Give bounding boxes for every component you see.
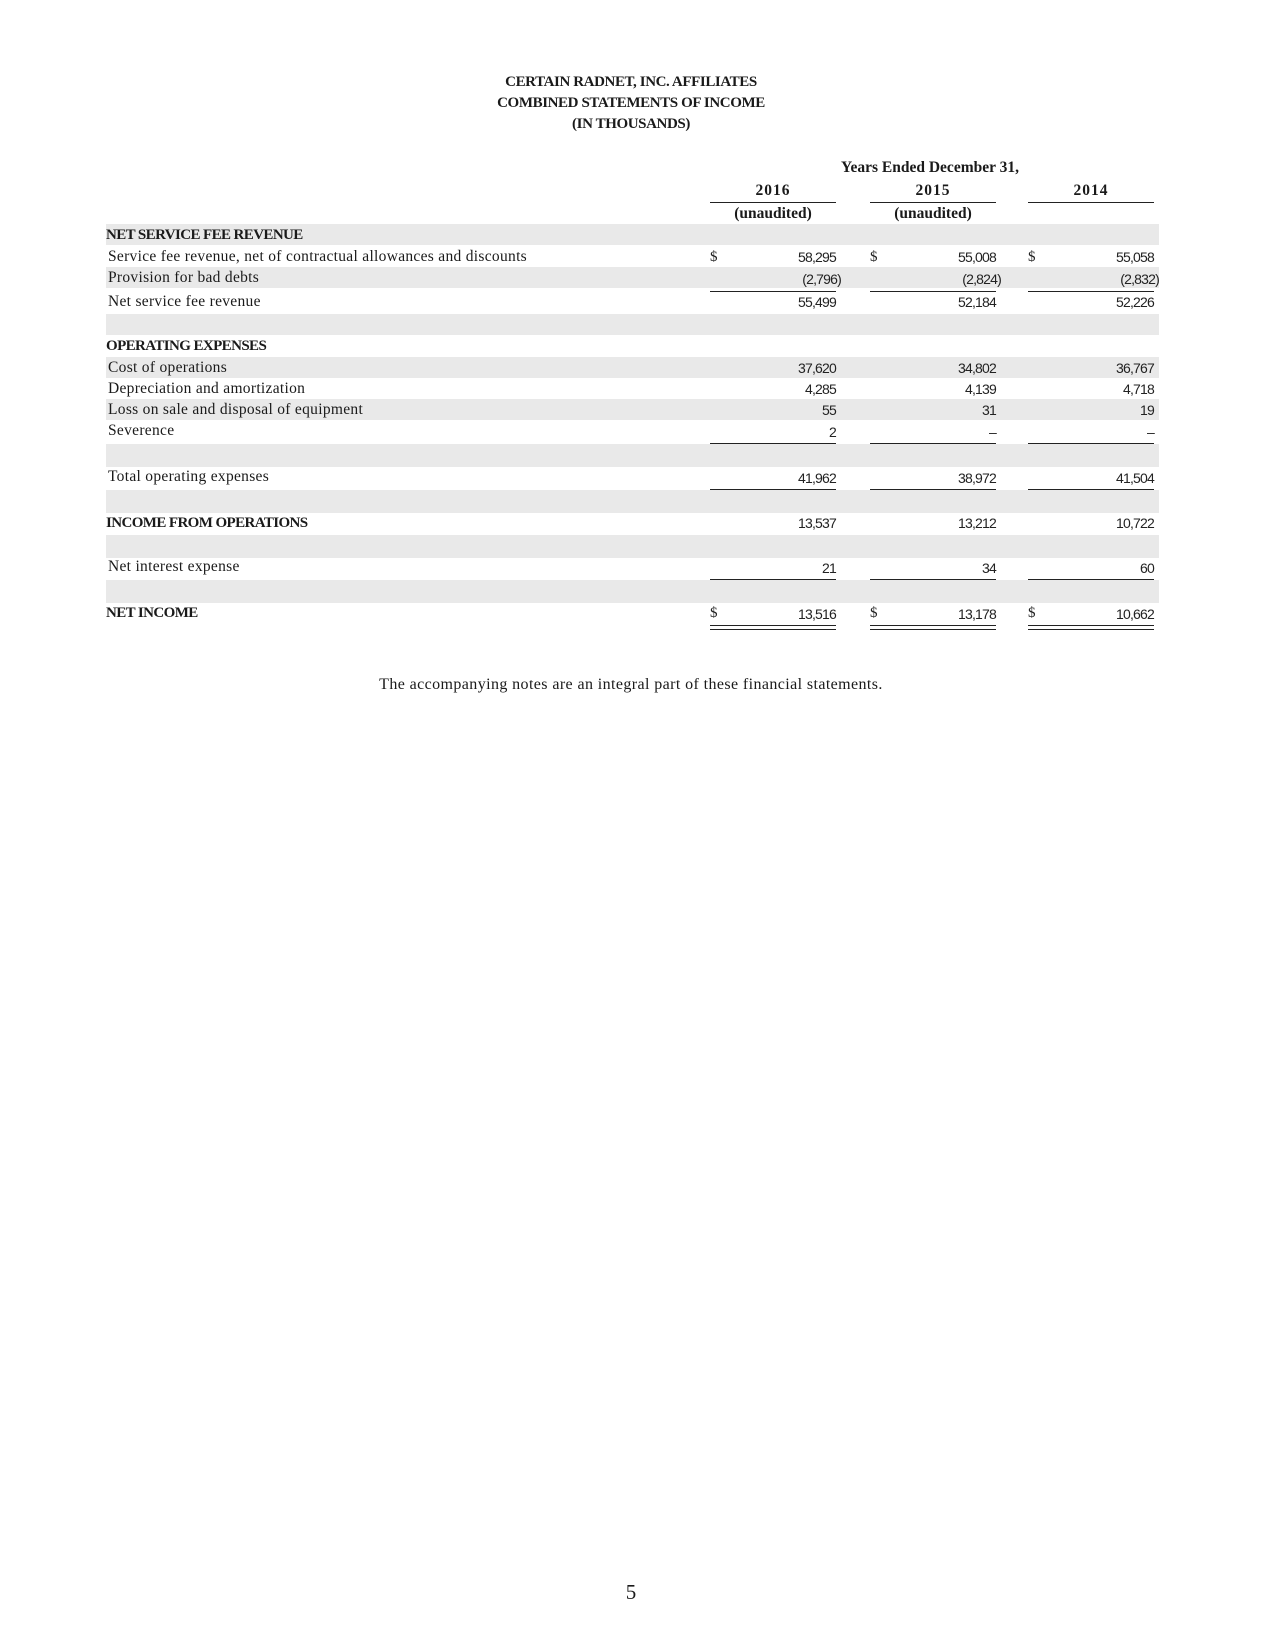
company-name: CERTAIN RADNET, INC. AFFILIATES [505,74,757,90]
value-depreciation-2016: 4,285 [804,381,836,397]
value-net-income-2014: 10,662 [1115,606,1154,622]
subtotal-rule [870,579,996,580]
subtotal-rule [1028,579,1154,580]
row-label-severence: Severence [108,422,175,439]
value-severence-2014: – [1147,424,1154,440]
subtotal-rule [710,489,836,490]
value-service-fee-2016: 58,295 [797,249,836,265]
value-depreciation-2014: 4,718 [1122,381,1154,397]
subtotal-rule [870,489,996,490]
row-label-total-opex: Total operating expenses [108,468,270,485]
row-label-income-ops: INCOME FROM OPERATIONS [106,515,308,531]
value-loss-sale-2016: 55 [822,402,836,418]
value-loss-sale-2015: 31 [982,402,996,418]
value-total-opex-2015: 38,972 [957,470,996,486]
unaudited-2016: (unaudited) [734,205,812,222]
statement-header [0,72,1262,135]
currency-symbol: $ [1028,605,1036,621]
value-service-fee-2015: 55,008 [957,249,996,265]
section-title-opex: OPERATING EXPENSES [106,338,267,354]
total-double-rule [710,625,836,630]
value-interest-2016: 21 [822,560,836,576]
unaudited-2015: (unaudited) [894,205,972,222]
value-net-service-2016: 55,499 [797,294,836,310]
subtotal-rule [870,443,996,444]
year-2016-header: 2016 [710,182,836,203]
row-stripe [106,580,1159,603]
value-cost-ops-2014: 36,767 [1115,360,1154,376]
row-stripe [106,267,1159,288]
row-stripe [106,314,1159,335]
row-stripe [106,490,1159,513]
value-service-fee-2014: 55,058 [1115,249,1154,265]
subtotal-rule [1028,489,1154,490]
row-label-service-fee: Service fee revenue, net of contractual allowances and discounts [108,248,528,265]
subtotal-rule [1028,443,1154,444]
subtotal-rule [710,443,836,444]
row-label-net-service: Net service fee revenue [108,293,261,310]
currency-symbol: $ [870,249,878,265]
section-title-revenue: NET SERVICE FEE REVENUE [106,227,303,243]
value-bad-debts-2016: (2,796) [802,271,841,287]
currency-symbol: $ [870,605,878,621]
row-stripe [106,535,1159,558]
row-stripe [106,444,1159,467]
currency-symbol: $ [710,605,718,621]
value-net-service-2015: 52,184 [957,294,996,310]
value-interest-2014: 60 [1140,560,1154,576]
subtotal-rule [710,579,836,580]
row-stripe [106,357,1159,378]
row-label-net-income: NET INCOME [106,605,198,621]
total-double-rule [870,625,996,630]
value-interest-2015: 34 [982,560,996,576]
years-group-title: Years Ended December 31, [841,159,1019,176]
value-net-service-2014: 52,226 [1115,294,1154,310]
row-label-loss-sale: Loss on sale and disposal of equipment [108,401,364,418]
units-note: (IN THOUSANDS) [572,116,690,132]
value-depreciation-2015: 4,139 [964,381,996,397]
value-cost-ops-2015: 34,802 [957,360,996,376]
value-bad-debts-2015: (2,824) [962,271,1001,287]
value-income-ops-2015: 13,212 [957,515,996,531]
statement-title: COMBINED STATEMENTS OF INCOME [497,95,765,111]
row-label-interest: Net interest expense [108,558,240,575]
value-net-income-2015: 13,178 [957,606,996,622]
row-label-cost-ops: Cost of operations [108,359,228,376]
row-label-bad-debts: Provision for bad debts [108,269,260,286]
value-severence-2015: – [989,424,996,440]
financial-statements-note: The accompanying notes are an integral part of these financial statements. [379,676,883,693]
value-bad-debts-2014: (2,832) [1120,271,1159,287]
year-2015-header: 2015 [870,182,996,203]
value-cost-ops-2016: 37,620 [797,360,836,376]
currency-symbol: $ [1028,249,1036,265]
value-income-ops-2014: 10,722 [1115,515,1154,531]
row-label-depreciation: Depreciation and amortization [108,380,306,397]
value-total-opex-2014: 41,504 [1115,470,1154,486]
page-number: 5 [625,1580,637,1604]
value-net-income-2016: 13,516 [797,606,836,622]
total-double-rule [1028,625,1154,630]
currency-symbol: $ [710,249,718,265]
value-total-opex-2016: 41,962 [797,470,836,486]
year-2014-header: 2014 [1028,182,1154,203]
value-severence-2016: 2 [829,424,836,440]
value-loss-sale-2014: 19 [1140,402,1154,418]
value-income-ops-2016: 13,537 [797,515,836,531]
